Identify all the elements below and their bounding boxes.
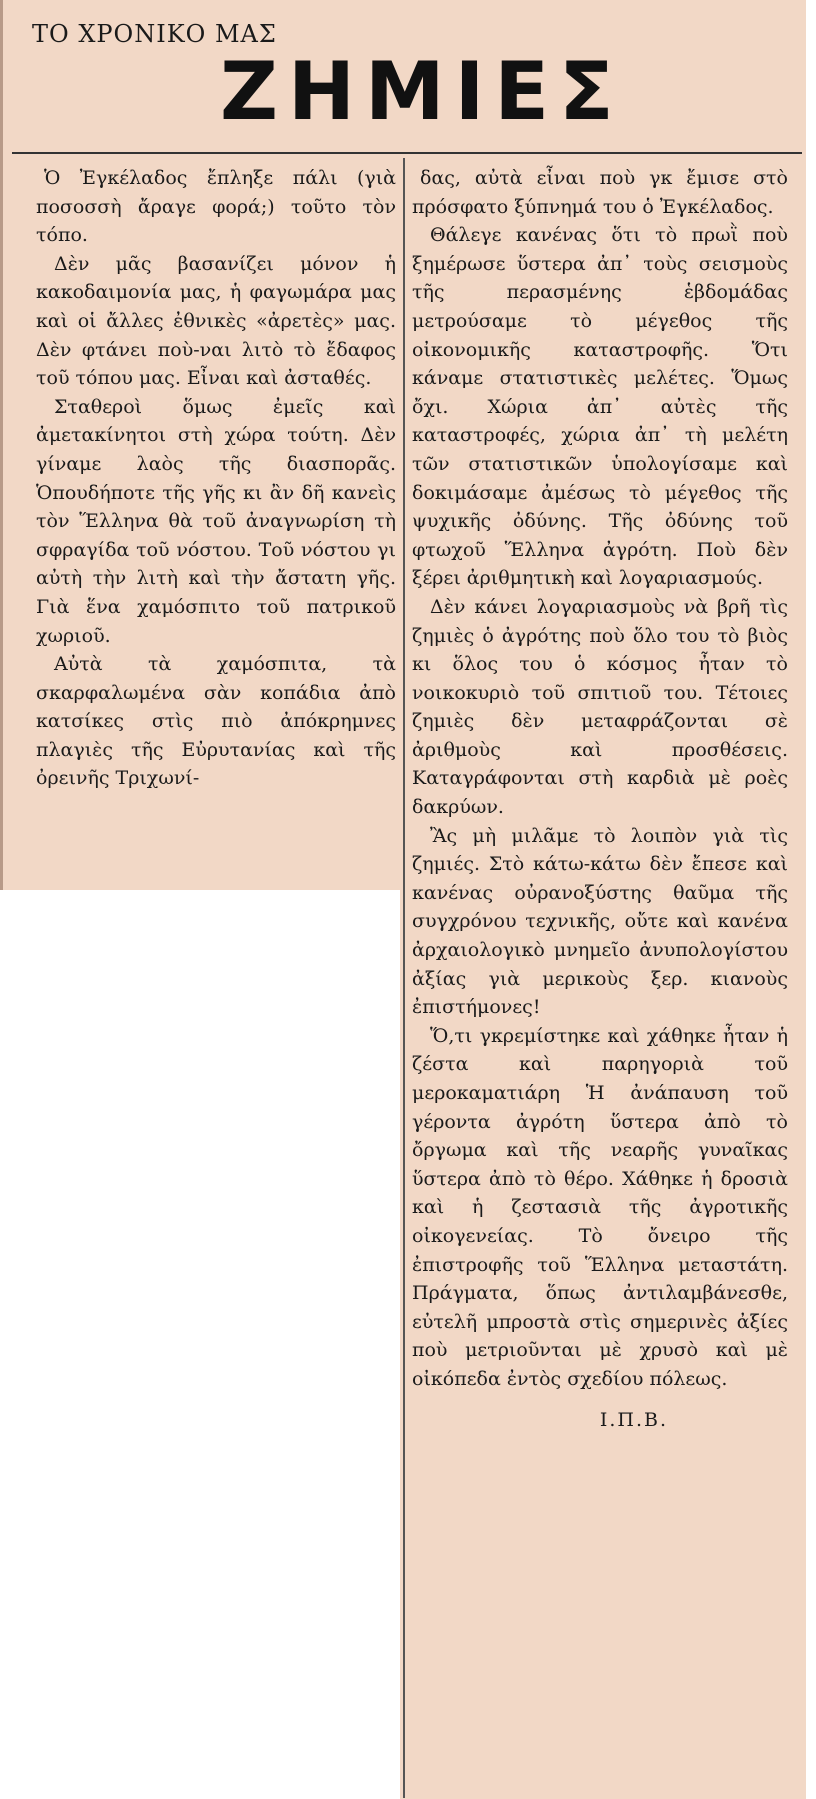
article-column-1 bbox=[36, 164, 396, 793]
article-headline: ΖΗΜΙΕΣ bbox=[220, 45, 624, 138]
article-column-2 bbox=[412, 164, 788, 1434]
clipping-edge bbox=[0, 0, 3, 890]
headline-rule bbox=[12, 152, 802, 154]
paragraph: Ὅ,τι γκρεμίστηκε καὶ χάθηκε ἦταν ἡ ζέστα καὶ παρηγοριὰ τοῦ μεροκαματιάρη Ἡ ἀνάπαυση τοῦ γέροντα ἀγρότη ὕστερα ἀπὸ τὸ ὄργωμα καὶ τῆς νεαρῆς γυναῖκας ὕστερα ἀπὸ τὸ θέρο. Χάθηκε ἡ δροσιὰ καὶ ἡ ζεστασιὰ τῆς ἀγροτικῆς οἰκογενείας. Τὸ ὄνειρο τῆς ἐπιστροφῆς τοῦ Ἕλληνα μεταστάτη. Πράγματα, ὅπως ἀντιλαμβάνεσθε, εὐτελῆ μπροστὰ στὶς σημερινὲς ἀξίες ποὺ μετριοῦνται μὲ χρυσὸ καὶ μὲ οἰκόπεδα ἐντὸς σχεδίου πόλεως. bbox=[412, 1024, 788, 1390]
paragraph: Θάλεγε κανένας ὅτι τὸ πρωῒ ποὺ ξημέρωσε ὕστερα ἀπ᾿ τοὺς σεισμοὺς τῆς περασμένης ἑβδομάδας μετρούσαμε τὸ μέγεθος τῆς οἰκονομικῆς καταστροφῆς. Ὅτι κάναμε στατιστικὲς μελέτες. Ὅμως ὄχι. Χώρια ἀπ᾿ αὐτὲς τῆς καταστροφές, χώρια ἀπ᾿ τὴ μελέτη τῶν στατιστικῶν ὑπολογίσαμε καὶ δοκιμάσαμε ἀμέσως τὸ μέγεθος τῆς ψυχικῆς ὀδύνης. Τῆς ὀδύνης τοῦ φτωχοῦ Ἕλληνα ἀγρότη. Ποὺ δὲν ξέρει ἀριθμητικὴ καὶ λογαριασμούς. bbox=[412, 224, 788, 590]
paragraph: Δὲν μᾶς βασανίζει μόνον ἡ κακοδαιμονία μας, ἡ φαγωμάρα μας καὶ οἱ ἄλλες ἐθνικὲς «ἀρετὲς» μας. Δὲν φτάνει ποὺ-ναι λιτὸ τὸ ἔδαφος τοῦ τόπου μας. Εἶναι καὶ ἀσταθές. bbox=[36, 252, 396, 390]
paragraph: Ἂς μὴ μιλᾶμε τὸ λοιπὸν γιὰ τὶς ζημιές. Στὸ κάτω-κάτω δὲν ἔπεσε καὶ κανένας οὐρανοξύστης θαῦμα τῆς συγχρόνου τεχνικῆς, οὔτε καὶ κανένα ἀρχαιολογικὸ μνημεῖο ἀνυπολογίστου ἀξίας γιὰ μερικοὺς ξερ. κιανοὺς ἐπιστήμονες! bbox=[412, 824, 788, 1019]
author-signature: Ι.Π.Β. bbox=[599, 1408, 668, 1431]
paragraph: Δὲν κάνει λογαριασμοὺς νὰ βρῆ τὶς ζημιὲς ὁ ἀγρότης ποὺ ὅλο του τὸ βιὸς κι ὅλος του ὁ κόσμος ἦταν τὸ νοικοκυριὸ τοῦ σπιτιοῦ του. Τέτοιες ζημιὲς δὲν μεταφράζονται σὲ ἀριθμοὺς καὶ προσθέσεις. Καταγράφονται στὴ καρδιὰ μὲ ροὲς δακρύων. bbox=[412, 595, 788, 819]
paragraph: δας, αὐτὰ εἶναι ποὺ γκ ἔμισε στὸ πρόσφατο ξύπνημά του ὁ Ἐγκέλαδος. bbox=[412, 167, 788, 218]
paragraph: Αὐτὰ τὰ χαμόσπιτα, τὰ σκαρφαλωμένα σὰν κοπάδια ἀπὸ κατσίκες στὶς πιὸ ἀπόκρημνες πλαγιὲς τῆς Εὐρυτανίας καὶ τῆς ὀρεινῆς Τριχωνί- bbox=[36, 653, 396, 790]
paragraph: Σταθεροὶ ὅμως ἐμεῖς καὶ ἀμετακίνητοι στὴ χώρα τούτη. Δὲν γίναμε λαὸς τῆς διασπορᾶς. Ὁπουδήποτε τῆς γῆς κι ἂν δῆ κανεὶς τὸν Ἕλληνα θὰ τοῦ ἀναγνωρίση τὴ σφραγίδα τοῦ νόστου. Τοῦ νόστου γι αὐτὴ τὴν λιτὴ καὶ τὴν ἄστατη γῆς. Γιὰ ἕνα χαμόσπιτο τοῦ πατρικοῦ χωριοῦ. bbox=[36, 395, 396, 647]
page-margin bbox=[806, 0, 816, 1799]
column-rule bbox=[403, 158, 405, 1798]
paragraph: Ὁ Ἐγκέλαδος ἔπληξε πάλι (γιὰ ποσοσσὴ ἄραγε φορά;) τοῦτο τὸν τόπο. bbox=[36, 167, 396, 247]
section-kicker: ΤΟ ΧΡΟΝΙΚΟ ΜΑΣ bbox=[32, 20, 277, 48]
